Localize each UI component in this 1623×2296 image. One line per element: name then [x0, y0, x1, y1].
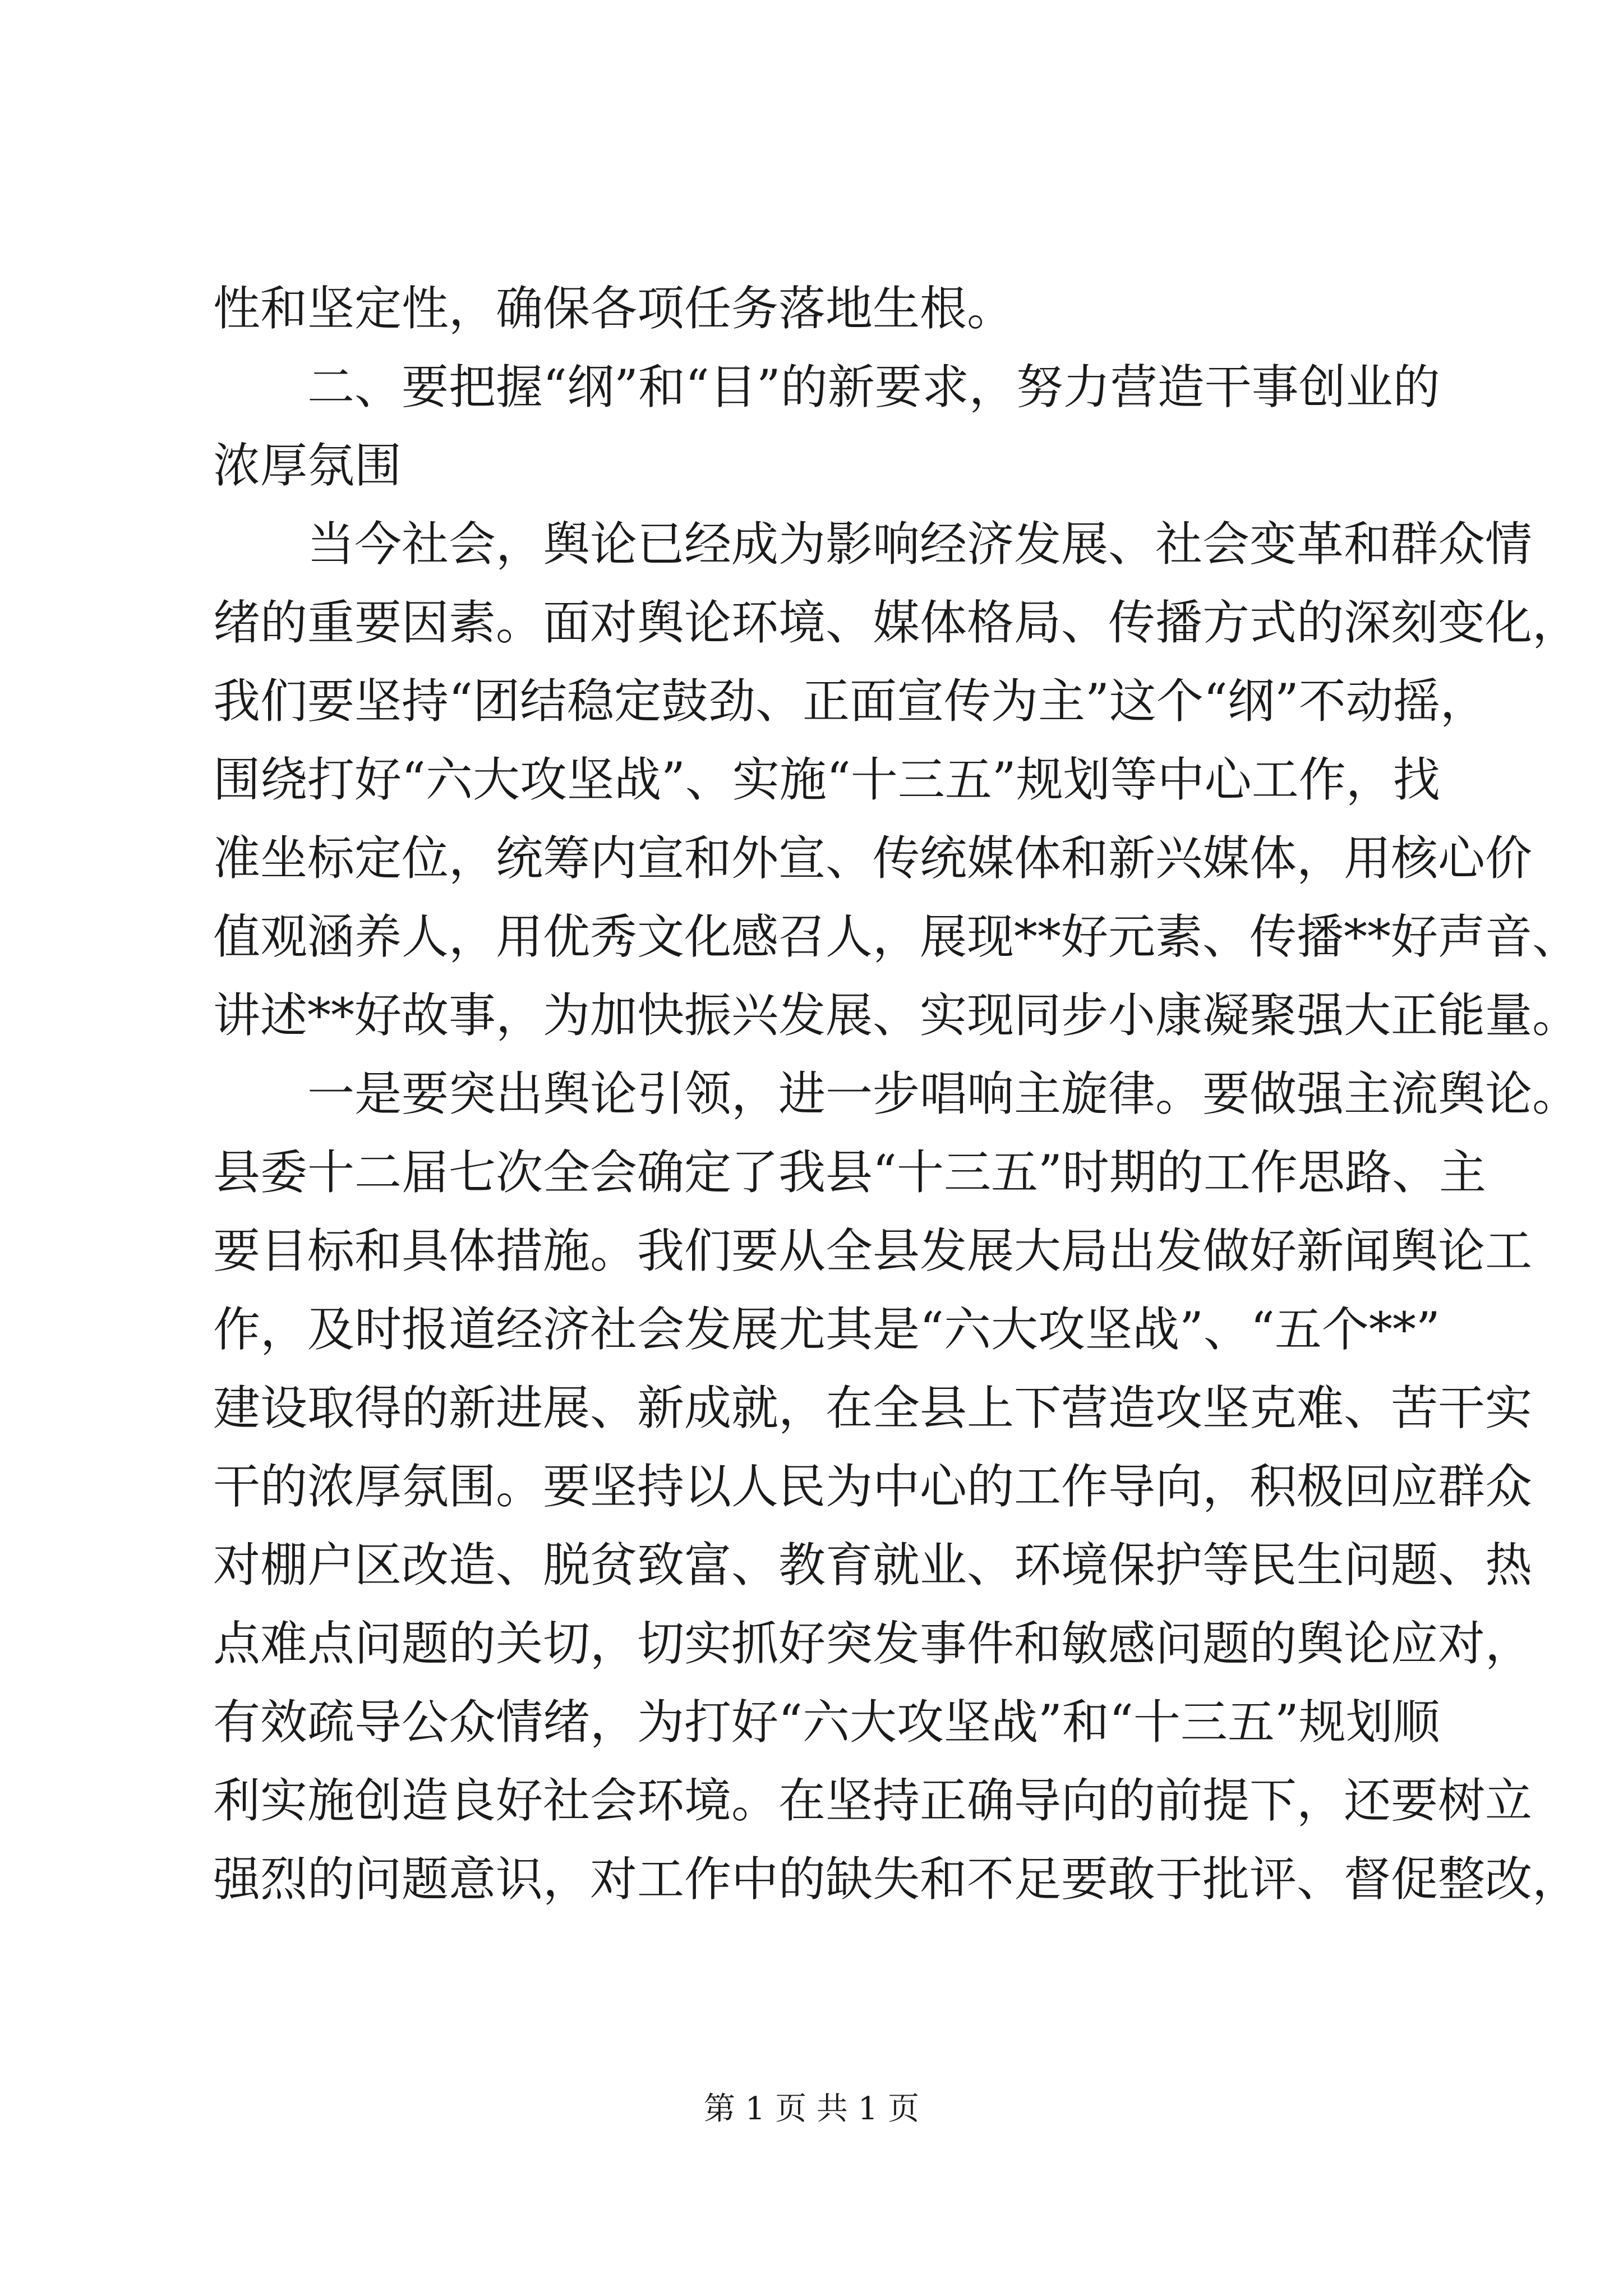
document-body — [213, 269, 1580, 1918]
text-line: 作，及时报道经济社会发展尤其是“六大攻坚战”、“五个**” — [213, 1302, 1440, 1357]
section-heading-line: 二、要把握“纲”和“目”的新要求，努力营造干事创业的 — [307, 360, 1440, 415]
text-line: 点难点问题的关切，切实抓好突发事件和敏感问题的舆论应对， — [213, 1616, 1533, 1671]
text-line: 强烈的问题意识，对工作中的缺失和不足要敢于批评、督促整改， — [213, 1852, 1580, 1907]
text-line: 绪的重要因素。面对舆论环境、媒体格局、传播方式的深刻变化， — [213, 595, 1580, 650]
text-line: 要目标和具体措施。我们要从全县发展大局出发做好新闻舆论工 — [213, 1223, 1533, 1278]
section-heading-line: 浓厚氛围 — [213, 438, 402, 493]
text-line: 性和坚定性，确保各项任务落地生根。 — [213, 281, 1015, 336]
text-line: 有效疏导公众情绪，为打好“六大攻坚战”和“十三五”规划顺 — [213, 1695, 1440, 1750]
text-line: 县委十二届七次全会确定了我县“十三五”时期的工作思路、主 — [213, 1145, 1486, 1200]
text-line: 干的浓厚氛围。要坚持以人民为中心的工作导向，积极回应群众 — [213, 1459, 1533, 1514]
text-line: 对棚户区改造、脱贫致富、教育就业、环境保护等民生问题、热 — [213, 1538, 1533, 1593]
text-line: 讲述**好故事，为加快振兴发展、实现同步小康凝聚强大正能量。 — [213, 988, 1580, 1043]
page-number-footer: 第 1 页 共 1 页 — [703, 2091, 920, 2127]
text-line: 我们要坚持“团结稳定鼓劲、正面宣传为主”这个“纲”不动摇， — [213, 674, 1487, 729]
text-line: 当今社会，舆论已经成为影响经济发展、社会变革和群众情 — [307, 517, 1533, 572]
text-line: 建设取得的新进展、新成就，在全县上下营造攻坚克难、苦干实 — [213, 1381, 1533, 1435]
text-line: 准坐标定位，统筹内宣和外宣、传统媒体和新兴媒体，用核心价 — [213, 831, 1533, 886]
text-line: 值观涵养人，用优秀文化感召人，展现**好元素、传播**好声音、 — [213, 909, 1580, 964]
text-line: 围绕打好“六大攻坚战”、实施“十三五”规划等中心工作，找 — [213, 752, 1440, 807]
text-line: 一是要突出舆论引领，进一步唱响主旋律。要做强主流舆论。 — [307, 1066, 1580, 1121]
text-line: 利实施创造良好社会环境。在坚持正确导向的前提下，还要树立 — [213, 1773, 1533, 1828]
